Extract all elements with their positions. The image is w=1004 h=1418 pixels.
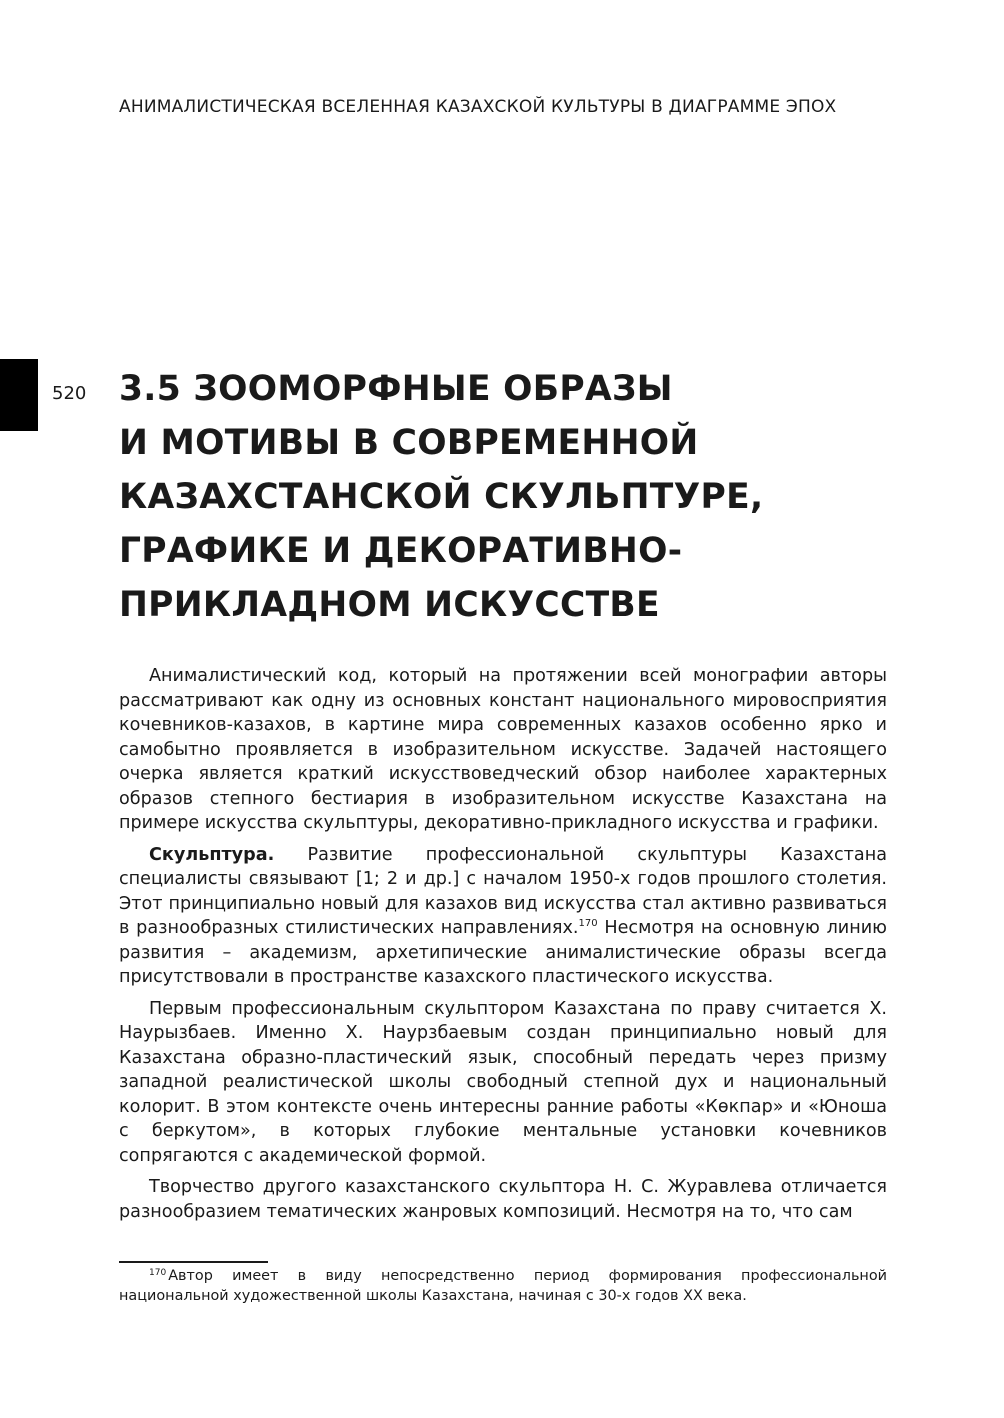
- footnote-text: Автор имеет в виду непосредственно период формирования профессиональной национальной художественной школы Казахстана, начиная с 30-х годов XX века.: [119, 1268, 887, 1304]
- footnote-reference[interactable]: 170: [578, 918, 598, 929]
- chapter-title-line: ПРИКЛАДНОМ ИСКУССТВЕ: [119, 585, 660, 625]
- chapter-title-line: И МОТИВЫ В СОВРЕМЕННОЙ: [119, 423, 699, 463]
- paragraph-zhuravlev: Творчество другого казахстанского скульптора Н. С. Журавлева отличается разнообразием тематических жанровых композиций. Несмотря на то, что сам: [119, 1177, 887, 1222]
- section-lead-sculpture: Скульптура.: [149, 844, 275, 865]
- chapter-title: [119, 362, 899, 632]
- chapter-title-line: ГРАФИКЕ И ДЕКОРАТИВНО-: [119, 531, 683, 571]
- chapter-title-line: КАЗАХСТАНСКОЙ СКУЛЬПТУРЕ,: [119, 477, 764, 517]
- paragraph-intro: Анималистический код, который на протяжении всей монографии авторы рассматривают как одну из основных констант национального мировосприятия кочевников-казахов, в картине мира современных казахов особенно ярко и самобытно проявляется в изобразительном искусстве. Задачей настоящего очерка является краткий искусствоведческий обзор наиболее характерных образов степного бестиария в изобразительном искусстве Казахстана на примере искусства скульптуры, декоративно-прикладного искусства и графики.: [119, 666, 887, 833]
- footnote-divider: [119, 1261, 268, 1263]
- paragraph-text: Несмотря на основную линию развития – академизм, архетипические анималистические образы всегда присутствовали в пространстве казахского пластического искусства.: [119, 918, 887, 987]
- page-number: 520: [52, 383, 87, 404]
- chapter-title-line: 3.5 ЗООМОРФНЫЕ ОБРАЗЫ: [119, 369, 673, 409]
- body-text: [119, 664, 887, 1231]
- paragraph-naurizbaev: Первым профессиональным скульптором Казахстана по праву считается Х. Наурызбаев. Именно Х. Наурзбаевым создан принципиально новый для Казахстана образно-пластический язык, способный передать через призму западной реалистической школы свободный степной дух и национальный колорит. В этом контексте очень интересны ранние работы «Көкпар» и «Юноша с беркутом», в которых глубокие ментальные установки кочевников сопрягаются с академической формой.: [119, 998, 887, 1166]
- footnote-marker: 170: [149, 1268, 167, 1278]
- footnote: [119, 1267, 887, 1306]
- paragraph-sculpture: [119, 843, 887, 990]
- chapter-thumb-tab: [0, 359, 38, 431]
- paragraph-text: Развитие профессиональной скульптуры Казахстана специалисты связывают [1; 2 и др.] с началом 1950-х годов прошлого столетия. Этот принципиально новый для казахов вид искусства стал активно развиваться в разнообразных стилистических направлениях.: [119, 844, 887, 938]
- running-head: АНИМАЛИСТИЧЕСКАЯ ВСЕЛЕННАЯ КАЗАХСКОЙ КУЛЬТУРЫ В ДИАГРАММЕ ЭПОХ: [119, 97, 837, 117]
